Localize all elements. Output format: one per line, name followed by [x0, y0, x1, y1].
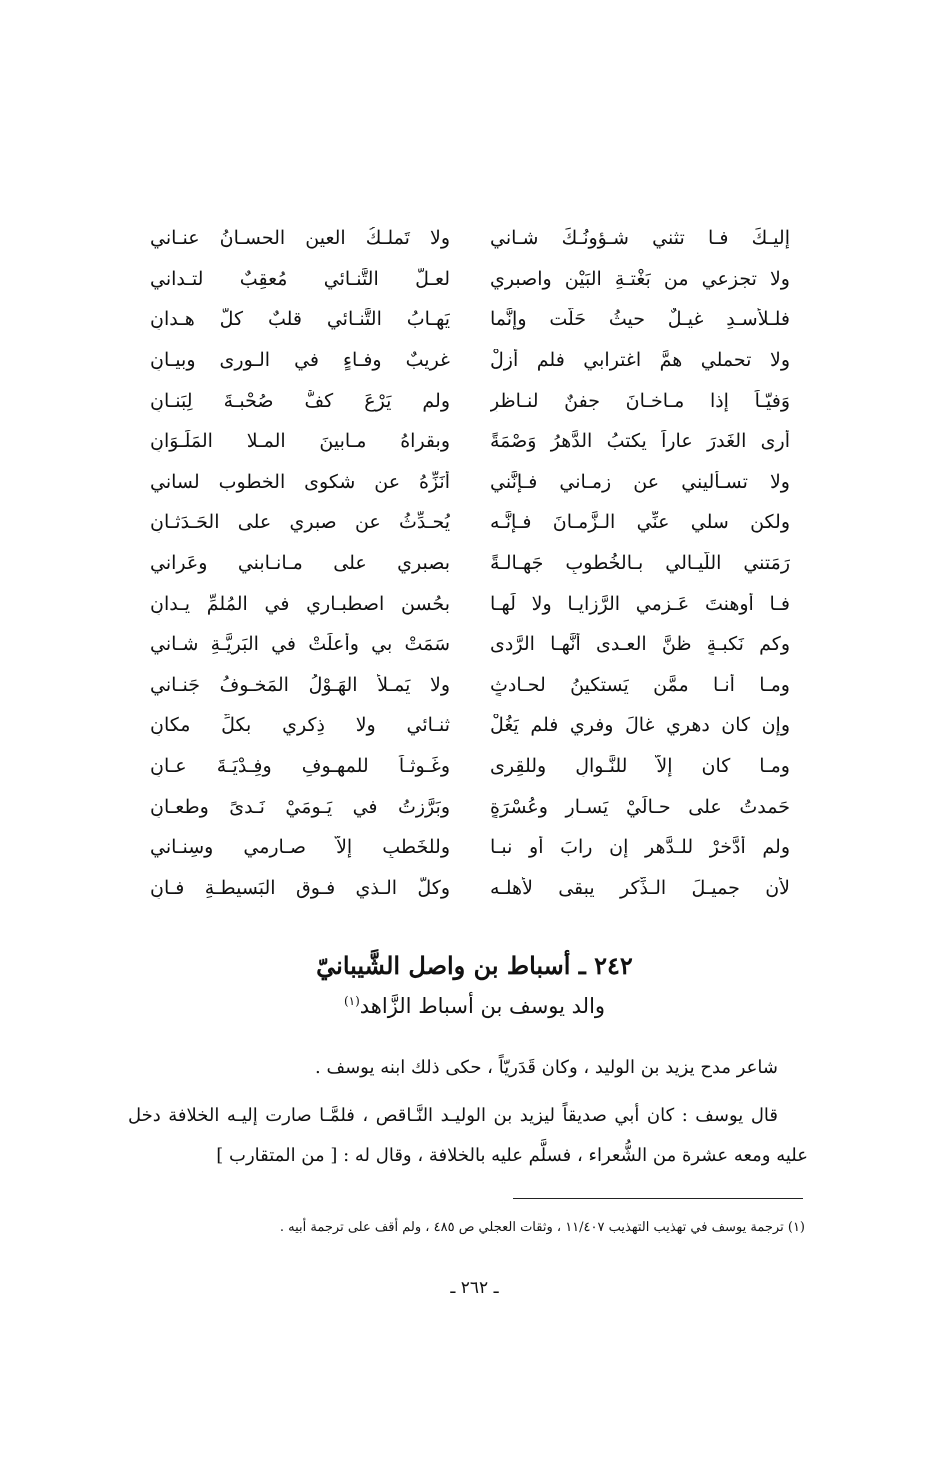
- verse-first-hemistich: ولم أدَّخرْ للـدَّهرِ إن رابَ أو نبـا: [490, 836, 790, 859]
- verse-first-hemistich: رَمَتني اللَّيـالي بـالخُطوبِ جَهـالـةً: [490, 552, 790, 575]
- verse-second-hemistich: لعـلَّ التَّنـائي مُعقِبٌ لتـداني: [150, 267, 450, 290]
- verse-first-hemistich: ولكن سلي عنِّي الـزَّمـانَ فـإنَّـه: [490, 511, 790, 534]
- verse-second-hemistich: سَمَتْ بي وأعلَتْ في البَريَّـةِ شـاني: [150, 633, 450, 656]
- verse-row: [150, 340, 790, 381]
- poem-block: [150, 218, 790, 908]
- verse-first-hemistich: لأَن جميـلَ الـذِّكر يبقى لأهلـه: [490, 876, 790, 899]
- footnote-reference: (١): [343, 994, 360, 1008]
- page-number: ـ ٢٦٢ ـ: [450, 1278, 499, 1298]
- verse-second-hemistich: وكلُّ الـذي فـوق البَسيطـةِ فـانِ: [150, 876, 450, 899]
- verse-second-hemistich: ولا تَملـكُ العين الحسـانُ عنـاني: [150, 227, 450, 250]
- verse-second-hemistich: أُنَزِّهُ عن شكوى الخطوب لساني: [150, 470, 450, 493]
- verse-first-hemistich: إليـكَ فـا تثني شـؤونُـكَ شـاني: [490, 227, 790, 250]
- verse-second-hemistich: وغَـوثـاً للمهـوفِ وفِـدْيَـةَ عـانِ: [150, 755, 450, 778]
- verse-first-hemistich: ومـا أنـا ممَّن يَستكينُ لحـادثٍ: [490, 673, 790, 696]
- verse-second-hemistich: غريبٌ وفـاءٍ في الـورى وبيـانِ: [150, 349, 450, 372]
- verse-row: [150, 868, 790, 909]
- verse-row: [150, 583, 790, 624]
- verse-first-hemistich: وَفيّـاً إذا مـاخـانَ جفنٌ لنـاظرٍ: [490, 389, 790, 412]
- verse-row: [150, 665, 790, 706]
- verse-first-hemistich: ولا تجزعي من بَغْتـةِ البَيْنِ واصبري: [490, 267, 790, 290]
- verse-first-hemistich: أرى الغَدرَ عاراً يكتبُ الدَّهرُ وَصْمَةً: [490, 430, 790, 453]
- verse-row: [150, 462, 790, 503]
- entry-subtitle-text: والد يوسف بن أسباط الزَّاهد: [359, 994, 606, 1018]
- verse-row: [150, 786, 790, 827]
- verse-first-hemistich: وإن كان دهري غالَ وفري فلم يَغُلْ: [490, 714, 790, 737]
- verse-second-hemistich: ثنـائي ولا ذِكري بكلِّ مكانِ: [150, 714, 450, 737]
- verse-second-hemistich: وللخَطبِ إلاَّ صـارمي وسِنـاني: [150, 836, 450, 859]
- verse-second-hemistich: وبَرَّزتُ في يَـومَيْ نَـدىً وطعـانِ: [150, 795, 450, 818]
- prose-paragraph-1: شاعر مدح يزيد بن الوليد ، وكان قَدَريّاً ، حكى ذلك ابنه يوسف .: [315, 1057, 778, 1078]
- footnote-separator: [513, 1198, 803, 1199]
- verse-second-hemistich: يُحـدِّثُ عن صبري على الحَـدَثـانِ: [150, 511, 450, 534]
- verse-row: [150, 299, 790, 340]
- verse-row: [150, 543, 790, 584]
- verse-row: [150, 827, 790, 868]
- prose-block: [128, 1048, 808, 1176]
- verse-first-hemistich: ولا تحملي همَّ اغترابي فلم أزلْ: [490, 349, 790, 372]
- entry-subtitle: [0, 984, 949, 1023]
- verse-second-hemistich: وبقراهُ مـابينَ المـلا المَلَـوَانِ: [150, 430, 450, 453]
- verse-first-hemistich: ومـا كان إلاَّ للنَّـوالِ وللقِرى: [490, 755, 790, 778]
- footnote: (١) ترجمة يوسف في تهذيب التهذيب ١١/٤٠٧ ، وثقات العجلي ص ٤٨٥ ، ولم أقف على ترجمة أبيه .: [279, 1220, 805, 1235]
- verse-row: [150, 259, 790, 300]
- verse-row: [150, 421, 790, 462]
- verse-first-hemistich: حَمدتُ على حـالَيْ يَسـارٍ وعُسْرَةٍ: [490, 795, 790, 818]
- prose-paragraph-2: قال يوسف : كان أبي صديقاً ليزيد بن الوليـد النَّـاقص ، فلمَّـا صارت إليـه الخلافة دخل عليه ومعه عشرة من الشُّعراء ، فسلَّم عليه بالخلافة ، وقال له : [ من المتقارب ]: [128, 1105, 808, 1166]
- verse-row: [150, 624, 790, 665]
- verse-second-hemistich: ولم يَرْعَ كفٌّ صُحْبـةَ لِبَنـانِ: [150, 389, 450, 412]
- verse-row: [150, 746, 790, 787]
- entry-heading: [0, 948, 949, 1023]
- verse-row: [150, 380, 790, 421]
- verse-row: [150, 218, 790, 259]
- verse-first-hemistich: فلـلأُسـدِ غيـلٌ حيثُ حَلَّت وإنَّما: [490, 308, 790, 331]
- verse-first-hemistich: فـا أوهنتَ عَـزمي الرَّزايـا ولا لَهـا: [490, 592, 790, 615]
- verse-row: [150, 502, 790, 543]
- verse-row: [150, 705, 790, 746]
- verse-second-hemistich: بحُسن اصطبـاري في المُلمِّ يـدانِ: [150, 592, 450, 615]
- verse-second-hemistich: يَهـابُ التَّنـائي قلبٌ كلُّ هـدانِ: [150, 308, 450, 331]
- verse-second-hemistich: ولا يَمـلأُ الهَـوْلُ المَخـوفُ جَنـاني: [150, 673, 450, 696]
- verse-first-hemistich: وكم نَكبـةٍ ظنَّ العـدى أنَّهـا الرَّدى: [490, 633, 790, 656]
- verse-second-hemistich: بصبري على مـانـابني وعَراني: [150, 552, 450, 575]
- verse-first-hemistich: ولا تسـأليني عن زمـاني فـإنَّني: [490, 470, 790, 493]
- entry-title: ٢٤٢ ـ أسباط بن واصل الشَّيبانيّ: [316, 951, 633, 980]
